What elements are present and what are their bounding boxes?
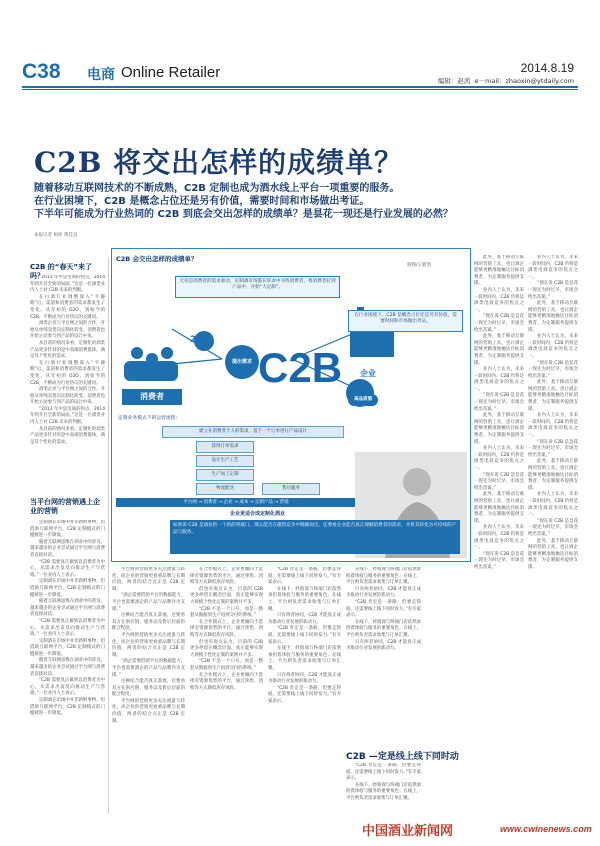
produce-label: 高品质酒 [348,394,378,406]
col5-para: “C2B 肯定是一条路，但要走得稳，还需要线上线下同时发力。”有专家表示。 [268,567,341,586]
header-rule [22,86,578,88]
right-note: 在行业困境下，C2B 是概念占位还是另有价值，需要时间和市场做出考证。 [348,310,463,332]
col7-para: “现在说 C2B 是昙花一现还为时过早，市场会给出答案。” [474,472,524,491]
col1-para: 酒类企业与平台网之间的合作，开始从单纯卖货向定制化转变，消费者也开始主动参与到产品的设计中来。 [30,387,105,406]
col1-para: “2013 年中是电商的拐点，2014 年则开启全新的局面。”这是一位酒类业内人士对 C2B 未来的判断。 [30,275,105,294]
article-title: C2B 将交出怎样的成绩单？ [34,146,404,179]
column-4 [190,567,263,815]
infographic-title: C2B 会交出怎样的成绩单？ [116,255,198,263]
col3-para: 这种结合能否真正落地，还要看双方在供应链、服务以及售后层面的配合程度。 [112,613,185,632]
column-5 [268,567,341,815]
column-7 [474,255,524,815]
column-8 [528,255,578,815]
col8-para: 业内人士认为，未来一段时间内，C2B 仍将是酒类电商竞争的焦点之一。 [528,255,578,280]
col3-para: “酒企需要借助平台的数据能力，平台也需要酒企的产品与品牌作为支撑。” [112,659,185,678]
section-code: C38 [22,60,61,83]
col5-para: 在线下，经销商与终端门店依然承担着体验与服务的重要角色；在线上，平台则负责需求收集与订单汇聚。 [268,586,341,612]
col8-para: 此外，基于移动互联网的营销工具，也让酒企能够更精准地触达目标消费者，为定制服务提供支撑。 [528,459,578,491]
c2b-label: C2B [258,344,343,391]
site-logo: 中国酒业新闻网 [362,824,454,839]
col3-para: 平台网的营销更多关注流量与转化，而企业的营销更看重品牌与长期价值，两者的结合点正是 C2B 定制。 [112,632,185,658]
col5-para: 只有两者协同，C2B 才能真正成为推动行业发展的新动力。 [268,672,341,685]
col5-para: “C2B 肯定是一条路，但要走得稳，还需要线上线下同时发力。”有专家表示。 [268,626,341,645]
col5-para: “C2B 肯定是一条路，但要走得稳，还需要线上线下同时发力。”有专家表示。 [268,685,341,704]
editor-email[interactable]: zhaoxin@ytdaily.com [505,77,574,85]
person-icon [131,347,143,359]
link-line [172,359,222,364]
col7-para: 业内人士认为，未来一段时间内，C2B 仍将是酒类电商竞争的焦点之一。 [474,446,524,471]
column-divider [108,258,109,813]
col2-para: 随着互联网思维在酒业中的普及，越来越多的企业尝试通过平台网与消费者直接对话。 [30,658,105,677]
col6b-para: 在线下，经销商与终端门店依然承担着体验与服务的重要角色；在线上，平台则负责需求收集与订单汇聚。 [346,782,421,801]
col8-para: 此外，基于移动互联网的营销工具，也让酒企能够更精准地触达目标消费者，为定制服务提供支撑。 [528,301,578,333]
infographic-credit: 制图/王新凯 [407,263,432,268]
col1-para: 从目前的情况来看，定制化的酒类产品更多针对的是中高端消费群体，满足其个性化的需求。 [30,340,105,360]
conclusion-box: 如果说 C2B 是酒业的一个新的突破口，那么能否在激烈竞争中脱颖而出，还要看企业能否真正理解消费者的需求，并将其转化为可持续的产品与服务。 [170,520,460,554]
col7-para: 此外，基于移动互联网的营销工具，也让酒企能够更精准地触达目标消费者，为定制服务提供支撑。 [474,255,524,287]
col8-para: “现在说 C2B 是昙花一现还为时过早，市场会给出答案。” [528,439,578,458]
col7-para: “现在说 C2B 是昙花一现还为时过早，市场会给出答案。” [474,551,524,570]
column-2 [30,520,105,810]
col1-para: 从目前的情况来看，定制化的酒类产品更多针对的是中高端消费群体，满足其个性化的需求。 [30,426,105,445]
col2-para: 定制酒在市场中并非新鲜事物，但借助互联网平台，C2B 定制模式的门槛被进一步降低。 [30,579,105,598]
issue-date: 2014.8.19 [520,61,574,75]
col4-para: “C2B 不是一个口号，而是一整套从数据到生产再到交付的系统。” [190,606,263,619]
editor-name: 赵茜 [457,77,471,85]
col4-para: 但也有观点认为，目前的 C2B 更多停留在概念层面，真正能够实现大规模个性化定制的案例并不多。 [190,586,263,605]
lead-line-1: 随着移动互联网技术的不断成熟，C2B 定制也成为酒水线上平台一项重要的服务。 [34,183,400,194]
col5-para: 在线下，经销商与终端门店依然承担着体验与服务的重要角色；在线上，平台则负责需求收集与订单汇聚。 [268,646,341,671]
col8-para: 此外，基于移动互联网的营销工具，也让酒企能够更精准地触达目标消费者，为定制服务提供支撑。 [528,380,578,412]
col4-para: “C2B 不是一个口号，而是一整套从数据到生产再到交付的系统。” [190,659,263,671]
top-note: 无论是消费者的需求驱动，定制酒市场都在诉求中寻找消费者，将消费者拉到产品中，开始“大定制”。 [175,276,340,298]
flow-step-1: 获得订单需求 [196,441,254,453]
col4-para: 在合作模式上，企业更倾向于选择有资源优势的平台，通过预售、团购等方式降低库存风险。 [190,567,263,586]
col7-para: 业内人士认为，未来一段时间内，C2B 仍将是酒类电商竞争的焦点之一。 [474,287,524,313]
section2-heading: 当平台网的营销遇上企业的营销 [30,498,100,515]
conclusion-heading: 企业更适合成定制化酒业 [230,511,286,517]
section-name: 电商 [87,67,115,83]
col6a-para: 只有两者协同，C2B 才能真正成为推动行业发展的新动力。 [346,586,421,599]
col4-para: 但也有观点认为，目前的 C2B 更多停留在概念层面，真正能够实现大规模个性化定制的案例并不多。 [190,639,263,658]
col7-para: “现在说 C2B 是昙花一现还为时过早，市场会给出答案。” [474,314,524,333]
col6b-para: “C2B 肯定是一条路，但要走得稳，还需要线上线下同时发力。”有专家表示。 [346,763,421,782]
person-icon [161,347,173,359]
col7-para: 此外，基于移动互联网的营销工具，也让酒企能够更精准地触达目标消费者，为定制服务提供支撑。 [474,492,524,524]
col3-para: “酒企需要借助平台的数据能力，平台也需要酒企的产品与品牌作为支撑。” [112,593,185,612]
col4-para: 在合作模式上，企业更倾向于选择有资源优势的平台，通过预售、团购等方式降低库存风险。 [190,619,263,638]
col8-para: “现在说 C2B 是昙花一现还为时过早，市场会给出答案。” [528,360,578,379]
col7-para: 此外，基于移动互联网的营销工具，也让酒企能够更精准地触达目标消费者，为定制服务提供支撑。 [474,413,524,445]
col2-para: 定制酒在市场中并非新鲜事物，但借助互联网平台，C2B 定制模式的门槛被进一步降低。 [30,698,105,717]
flow-step-3: 生产加工定制 [196,469,254,481]
col3-para: 这种结合能否真正落地，还要看双方在供应链、服务以及售后层面的配合程度。 [112,679,185,698]
byline: 本报记者 祖梓 黄佳良 [34,233,78,238]
col1-para: 在白酒行业调整深入“平静期”后，渠道和消费者的需求都发生了变化。从年初的 O2O，到如今的 C2B，不断成为行业热议的关键词。 [30,294,105,320]
col1-para: “2013 年中是电商的拐点，2014 年则开启全新的局面。”这是一位酒类业内人士对 C2B 未来的判断。 [30,406,105,426]
col7-para: 业内人士认为，未来一段时间内，C2B 仍将是酒类电商竞争的焦点之一。 [474,525,524,551]
section1-heading: C2B 的“春天”来了吗？ [30,263,92,280]
col6a-para: 在线下，经销商与终端门店依然承担着体验与服务的重要角色；在线上，平台则负责需求收集与订单汇聚。 [346,567,421,586]
email-label: e－mail： [474,77,506,85]
col1-para: 酒类企业与平台网之间的合作，开始从单纯卖货向定制化转变，消费者也开始主动参与到产品的设计中来。 [30,321,105,340]
col2-para: 定制酒在市场中并非新鲜事物，但借助互联网平台，C2B 定制模式的门槛被进一步降低。 [30,520,105,539]
col8-para: 业内人士认为，未来一段时间内，C2B 仍将是酒类电商竞争的焦点之一。 [528,334,578,359]
enterprise-label: 企业 [360,369,376,378]
column-6b [346,763,421,815]
col7-para: “现在说 C2B 是昙花一现还为时过早，市场会给出答案。” [474,393,524,412]
consumer-group-icon [124,361,178,381]
col2-para: “C2B 需要真正做到以消费者为中心，从需求出发反向推动生产与营销。”一位业内人士表示。 [30,678,105,697]
flow-step-2: 设计生产工艺 [196,455,254,467]
col6a-para: 在线下，经销商与终端门店依然承担着体验与服务的重要角色；在线上，平台则负责需求收集与订单汇聚。 [346,619,421,638]
col6a-para: “C2B 肯定是一条路，但要走得稳，还需要线上线下同时发力。”有专家表示。 [346,599,421,619]
col8-para: 业内人士认为，未来一段时间内，C2B 仍将是酒类电商竞争的焦点之一。 [528,413,578,439]
header-rule-thin [22,89,578,90]
lead-line-3: 下半年可能成为行业热词的 C2B 到底会交出怎样的成绩单？是昙花一现还是行业发展的必然？ [34,209,453,220]
col2-para: 定制酒在市场中并非新鲜事物，但借助互联网平台，C2B 定制模式的门槛被进一步降低。 [30,638,105,657]
column-1 [30,275,105,493]
col8-para: “现在说 C2B 是昙花一现还为时过早，市场会给出答案。” [528,281,578,300]
col2-para: 随着互联网思维在酒业中的普及，越来越多的企业尝试通过平台网与消费者直接对话。 [30,539,105,558]
col2-para: “C2B 需要真正做到以消费者为中心，从需求出发反向推动生产与营销。”一位业内人士表示。 [30,618,105,638]
col2-para: 随着互联网思维在酒业中的普及，越来越多的企业尝试通过平台网与消费者直接对话。 [30,599,105,618]
col7-para: 此外，基于移动互联网的营销工具，也让酒企能够更精准地触达目标消费者，为定制服务提供支撑。 [474,334,524,366]
flow-step-4: 物流配送 [196,483,254,495]
col7-para: 业内人士认为，未来一段时间内，C2B 仍将是酒类电商竞争的焦点之一。 [474,367,524,392]
col1-para: 在白酒行业调整深入“平静期”后，渠道和消费者的需求都发生了变化。从年初的 O2O，到如今的 C2B，不断成为行业热议的关键词。 [30,360,105,386]
column-3 [112,567,185,815]
col4-para: 在合作模式上，企业更倾向于选择有资源优势的平台，通过预售、团购等方式降低库存风险。 [190,672,263,691]
demand-circle: 提出需求 [225,345,259,379]
lead-line-2: 在行业困境下，C2B 是概念占位还是另有价值，需要时间和市场做出考证。 [34,196,370,207]
bottom-flow-line: 平台网 → 消费者 → 企业 → 成本 → 定制产品 → 营销 [116,498,356,507]
col8-para: “现在说 C2B 是昙花一现还为时过早，市场会给出答案。” [528,518,578,537]
col8-para: 业内人士认为，未来一段时间内，C2B 仍将是酒类电商竞争的焦点之一。 [528,492,578,518]
site-url[interactable]: www.cwinenews.com [500,824,592,834]
section-english: Online Retailer [121,64,221,81]
hours-label: 24/7 [190,335,213,345]
col3-para: 平台网的营销更多关注流量与转化，而企业的营销更看重品牌与长期价值，两者的结合点正是 C2B 定制。 [112,567,185,592]
consumer-label: 消费者 [122,389,182,405]
column-6a [346,567,421,747]
model-note: 定制业务模式下的运营流程： [118,416,181,421]
col6a-para: 只有两者协同，C2B 才能真正成为推动行业发展的新动力。 [346,639,421,652]
editor-label: 编辑： [437,77,458,85]
col2-para: “C2B 需要真正做到以消费者为中心，从需求出发反向推动生产与营销。”一位业内人士表示。 [30,559,105,578]
flow-step-5: 售后服务 [262,483,320,495]
section3-heading: C2B —定是线上线下同时动 [346,752,459,762]
flow-top: 建立在消费者个人的需求，基于一个订单进行产品设计 [162,426,344,438]
editor-info [438,76,574,85]
col8-para: 此外，基于移动互联网的营销工具，也让酒企能够更精准地触达目标消费者，为定制服务提供支撑。 [528,538,578,570]
col5-para: 只有两者协同，C2B 才能真正成为推动行业发展的新动力。 [268,613,341,625]
col3-para: 平台网的营销更多关注流量与转化，而企业的营销更看重品牌与长期价值，两者的结合点正是 C2B 定制。 [112,698,185,724]
